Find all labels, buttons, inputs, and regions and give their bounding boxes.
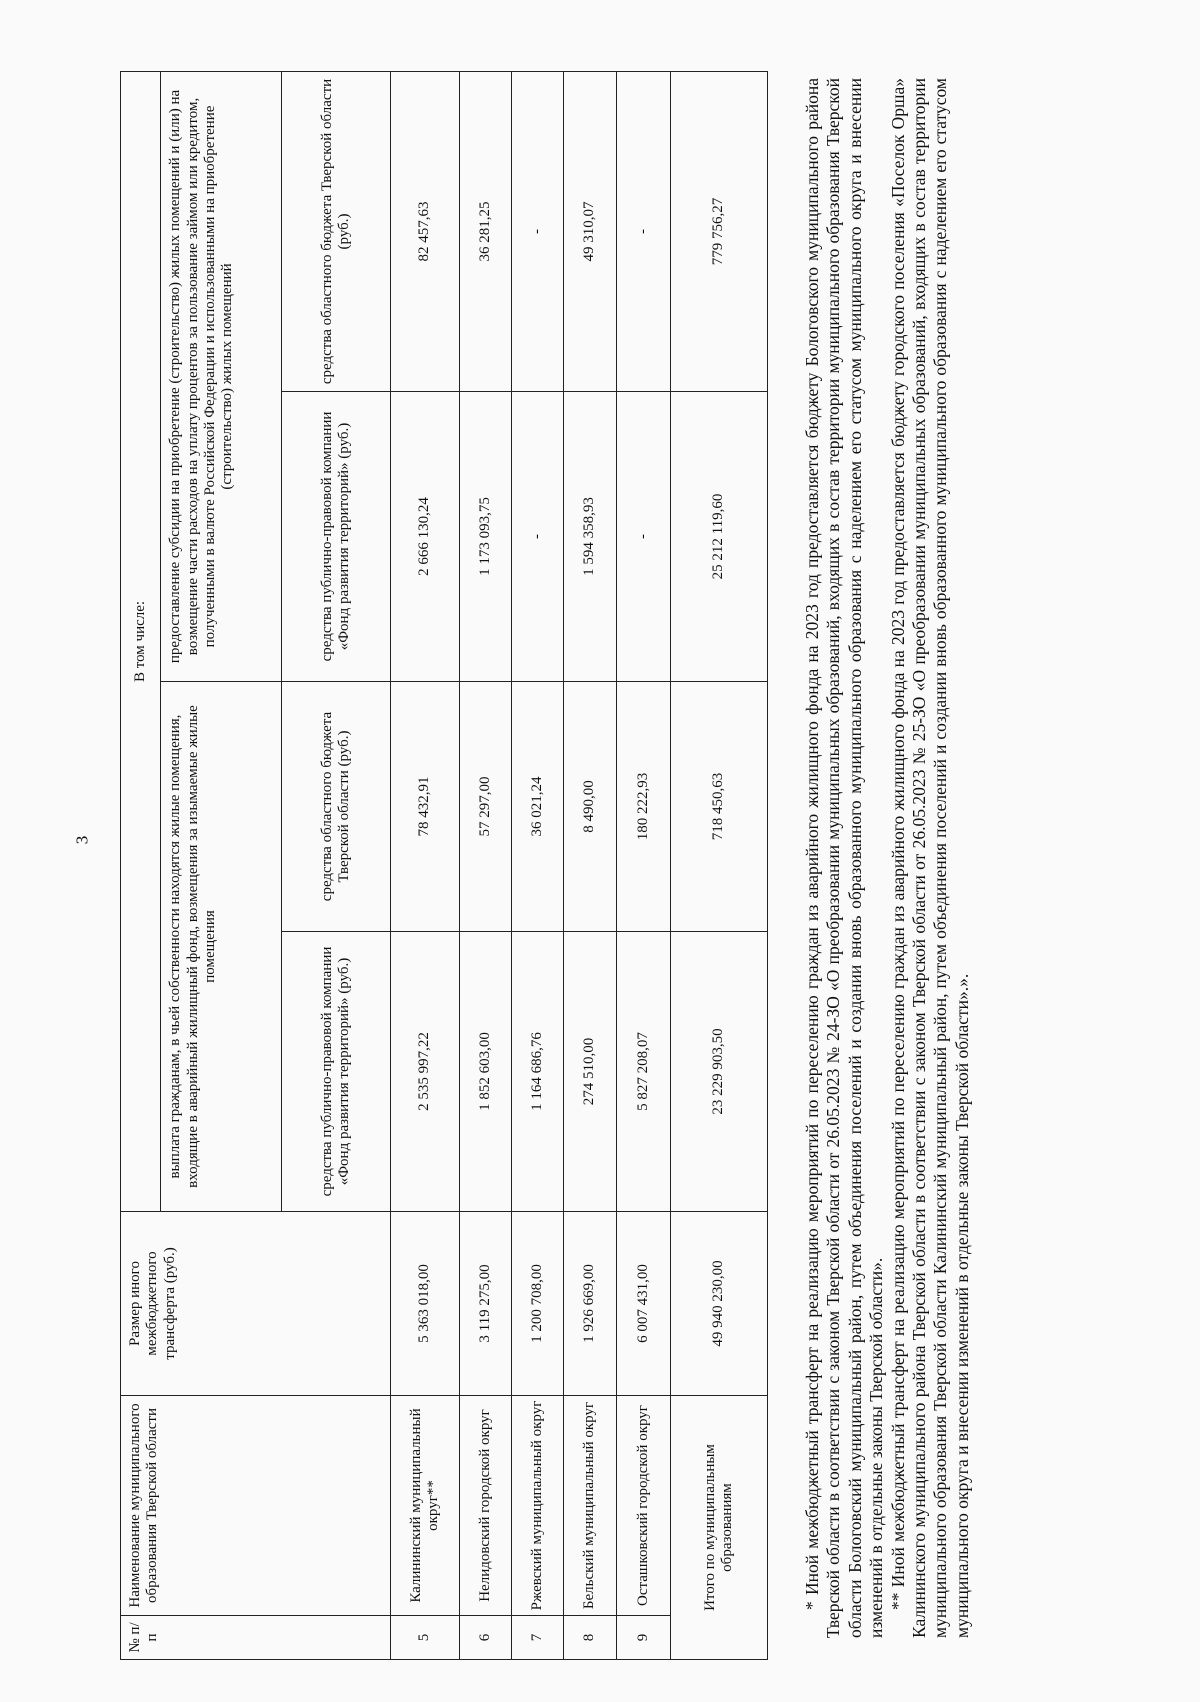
cell-g2-budget: 36 281,25 xyxy=(459,71,511,391)
cell-g2-budget: 82 457,63 xyxy=(391,71,460,391)
cell-size: 6 007 431,00 xyxy=(616,1212,670,1396)
cell-g2-fund: - xyxy=(511,392,563,682)
cell-name: Ржевский муниципальный округ xyxy=(511,1396,563,1616)
cell-num: 7 xyxy=(511,1616,563,1660)
table-row xyxy=(459,71,511,1659)
header-including: В том числе: xyxy=(121,71,161,1211)
table-row xyxy=(616,71,670,1659)
cell-g2-budget: - xyxy=(616,71,670,391)
cell-name: Калининский муниципальный округ** xyxy=(391,1396,460,1616)
cell-g1-fund: 2 535 997,22 xyxy=(391,932,460,1212)
total-g2-fund: 25 212 119,60 xyxy=(671,392,768,682)
cell-num: 9 xyxy=(616,1616,670,1660)
cell-size: 5 363 018,00 xyxy=(391,1212,460,1396)
footnote-1: * Иной межбюджетный трансферт на реализацию мероприятий по переселению граждан из аварийного жилищного фонда на 2023 год предоставляется бюджету Бологовского муниципального района Тверской области в соответствии с законом Тверской области от 26.05.2023 № 24-ЗО «О преобразовании муниципальных образований, входящих в состав территории муниципального образования Тверской области Бологовский муниципальный район, путем объединения поселений и создании вновь образованного муниципального образования с наделением его статусом муниципального округа и внесении изменений в отдельные законы Тверской области». xyxy=(802,78,887,1638)
header-g1-fund: средства публично-правовой компании «Фонд развития территорий» (руб.) xyxy=(282,932,391,1212)
cell-g1-budget: 180 222,93 xyxy=(616,682,670,932)
cell-g1-fund: 5 827 208,07 xyxy=(616,932,670,1212)
cell-g1-budget: 8 490,00 xyxy=(564,682,616,932)
cell-g1-budget: 57 297,00 xyxy=(459,682,511,932)
total-label: Итого по муниципальным образованиям xyxy=(671,1396,768,1660)
header-group-payment: выплата гражданам, в чьей собственности находятся жилые помещения, входящие в аварийный жилищный фонд, возмещения за изымаемые жилые помещения xyxy=(161,682,282,1212)
table-row xyxy=(564,71,616,1659)
total-g2-budget: 779 756,27 xyxy=(671,71,768,391)
cell-g2-fund: 2 666 130,24 xyxy=(391,392,460,682)
cell-g1-fund: 1 164 686,76 xyxy=(511,932,563,1212)
cell-g1-budget: 78 432,91 xyxy=(391,682,460,932)
cell-g1-fund: 1 852 603,00 xyxy=(459,932,511,1212)
header-g1-budget: средства областного бюджета Тверской области (руб.) xyxy=(282,682,391,932)
page-number: 3 xyxy=(72,835,92,845)
cell-g2-budget: - xyxy=(511,71,563,391)
rotated-content xyxy=(120,60,1100,1660)
footnotes xyxy=(802,78,973,1638)
header-group-subsidy: предоставление субсидии на приобретение (строительство) жилых помещений и (или) на возмещение части расходов на уплату процентов за пользование займом или кредитом, полученными в валюте Российской Федерации и использованными на приобретение (строительство) жилых помещений xyxy=(161,71,282,681)
cell-size: 1 200 708,00 xyxy=(511,1212,563,1396)
cell-size: 1 926 669,00 xyxy=(564,1212,616,1396)
header-g2-fund: средства публично-правовой компании «Фонд развития территорий» (руб.) xyxy=(282,392,391,682)
cell-g2-fund: - xyxy=(616,392,670,682)
transfer-table xyxy=(120,71,768,1660)
cell-num: 8 xyxy=(564,1616,616,1660)
cell-g1-budget: 36 021,24 xyxy=(511,682,563,932)
footnote-2: ** Иной межбюджетный трансферт на реализацию мероприятий по переселению граждан из аварийного жилищного фонда на 2023 год предоставляется бюджету городского поселения «Поселок Орша» Калининского муниципального района Тверской области в соответствии с законом Тверской области от 26.05.2023 № 25-ЗО «О преобразовании муниципальных образований, входящих в состав территории муниципального образования Тверской области Калининский муниципальный район, путем объединения поселений и создании вновь образованного муниципального образования с наделением его статусом муниципального округа и внесении изменений в отдельные законы Тверской области».». xyxy=(887,78,972,1638)
cell-name: Осташковский городской округ xyxy=(616,1396,670,1616)
cell-name: Бельский муниципальный округ xyxy=(564,1396,616,1616)
table-row xyxy=(391,71,460,1659)
total-g1-fund: 23 229 903,50 xyxy=(671,932,768,1212)
cell-name: Нелидовский городской округ xyxy=(459,1396,511,1616)
cell-g1-fund: 274 510,00 xyxy=(564,932,616,1212)
header-size: Размер иного межбюджетного трансферта (руб.) xyxy=(121,1212,391,1396)
header-g2-budget: средства областного бюджета Тверской области (руб.) xyxy=(282,71,391,391)
cell-g2-fund: 1 173 093,75 xyxy=(459,392,511,682)
header-num: № п/п xyxy=(121,1616,391,1660)
cell-g2-budget: 49 310,07 xyxy=(564,71,616,391)
header-name: Наименование муниципального образования Тверской области xyxy=(121,1396,391,1616)
total-row xyxy=(671,71,768,1659)
total-g1-budget: 718 450,63 xyxy=(671,682,768,932)
cell-num: 5 xyxy=(391,1616,460,1660)
cell-num: 6 xyxy=(459,1616,511,1660)
cell-g2-fund: 1 594 358,93 xyxy=(564,392,616,682)
cell-size: 3 119 275,00 xyxy=(459,1212,511,1396)
total-size: 49 940 230,00 xyxy=(671,1212,768,1396)
table-row xyxy=(511,71,563,1659)
